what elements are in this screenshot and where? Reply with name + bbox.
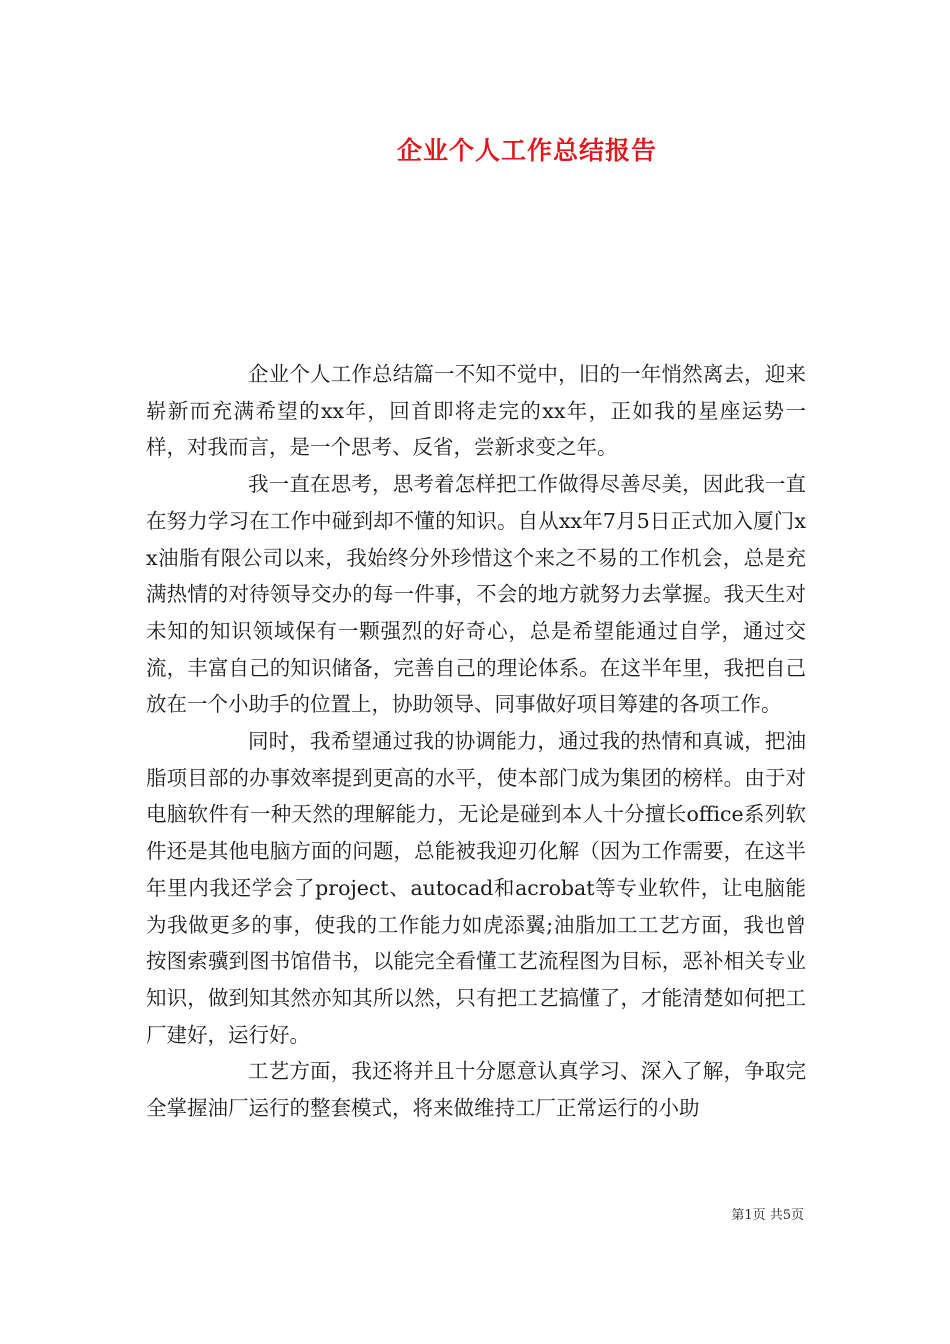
document-body xyxy=(146,356,806,1127)
paragraph-1: 企业个人工作总结篇一不知不觉中，旧的一年悄然离去，迎来崭新而充满希望的xx年，回首即将走完的xx年，正如我的星座运势一样，对我而言，是一个思考、反省，尝新求变之年。 xyxy=(146,362,806,460)
paragraph-4: 工艺方面，我还将并且十分愿意认真学习、深入了解，争取完全掌握油厂运行的整套模式，将来做维持工厂正常运行的小助 xyxy=(146,1059,806,1121)
page-number: 第1页 共5页 xyxy=(731,1208,804,1223)
document-title: 企业个人工作总结报告 xyxy=(396,136,657,165)
paragraph-2: 我一直在思考，思考着怎样把工作做得尽善尽美，因此我一直在努力学习在工作中碰到却不懂的知识。自从xx年7月5日正式加入厦门xx油脂有限公司以来，我始终分外珍惜这个来之不易的工作机会，总是充满热情的对待领导交办的每一件事，不会的地方就努力去掌握。我天生对未知的知识领域保有一颗强烈的好奇心，总是希望能通过自学，通过交流，丰富自己的知识储备，完善自己的理论体系。在这半年里，我把自己放在一个小助手的位置上，协助领导、同事做好项目筹建的各项工作。 xyxy=(146,472,806,717)
paragraph-3: 同时，我希望通过我的协调能力，通过我的热情和真诚，把油脂项目部的办事效率提到更高的水平，使本部门成为集团的榜样。由于对电脑软件有一种天然的理解能力，无论是碰到本人十分擅长office系列软件还是其他电脑方面的问题，总能被我迎刃化解（因为工作需要，在这半年里内我还学会了project、autocad和acrobat等专业软件，让电脑能为我做更多的事，使我的工作能力如虎添翼;油脂加工工艺方面，我也曾按图索骥到图书馆借书，以能完全看懂工艺流程图为目标，恶补相关专业知识，做到知其然亦知其所以然，只有把工艺搞懂了，才能清楚如何把工厂建好，运行好。 xyxy=(146,729,806,1047)
